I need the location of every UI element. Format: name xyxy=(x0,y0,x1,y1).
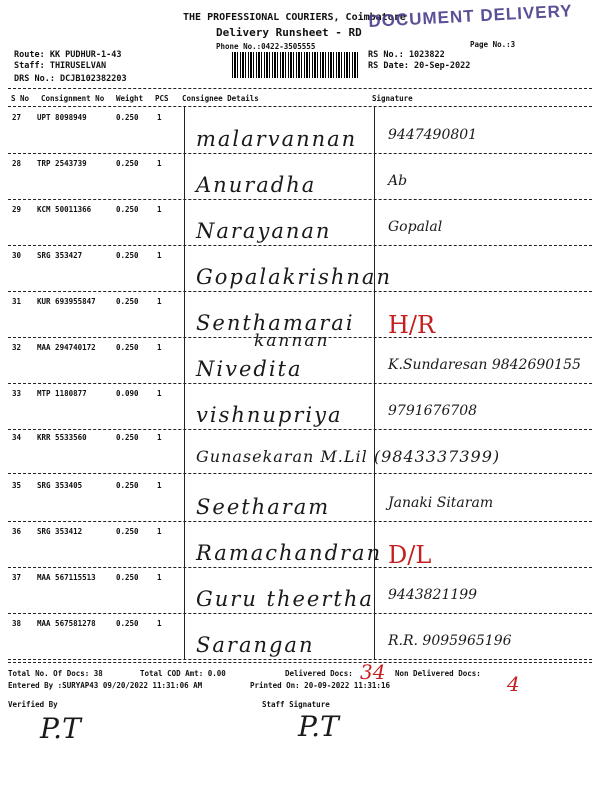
row-sno: 30 xyxy=(12,251,22,260)
row-weight: 0.250 xyxy=(116,619,139,628)
row-weight: 0.250 xyxy=(116,205,139,214)
row-consignment-no: KCM 50011366 xyxy=(37,205,92,214)
row-consignee-name: Senthamarai xyxy=(196,311,355,335)
row-weight: 0.250 xyxy=(116,343,139,352)
col-weight: Weight xyxy=(116,94,144,103)
row-consignee-name: Anuradha xyxy=(196,173,317,197)
row-consignee-name: Gopalakrishnan xyxy=(196,265,392,289)
row-consignment-no: SRG 353405 xyxy=(37,481,83,490)
row-consignee-name: Seetharam xyxy=(196,495,331,519)
row-pcs: 1 xyxy=(157,389,162,398)
delivered-docs-label: Delivered Docs: xyxy=(285,669,353,678)
col-consignment: Consignment No xyxy=(41,94,105,103)
row-divider xyxy=(8,567,592,568)
total-docs: Total No. Of Docs: 38 xyxy=(8,669,103,678)
route-label: Route: KK PUDHUR-1-43 xyxy=(14,50,122,60)
row-signature: K.Sundaresan 9842690155 xyxy=(388,357,581,373)
row-sno: 33 xyxy=(12,389,22,398)
row-sno: 27 xyxy=(12,113,22,122)
row-divider xyxy=(8,473,592,474)
row-divider xyxy=(8,429,592,430)
row-consignee-name: malarvannan xyxy=(196,127,358,151)
row-consignment-no: MAA 567581278 xyxy=(37,619,96,628)
row-signature: 9791676708 xyxy=(388,403,478,419)
row-consignee-name: Nivedita xyxy=(196,357,303,381)
row-pcs: 1 xyxy=(157,205,162,214)
row-consignee-name: Sarangan xyxy=(196,633,315,657)
row-sno: 29 xyxy=(12,205,22,214)
row-sno: 34 xyxy=(12,433,22,442)
row-pcs: 1 xyxy=(157,619,162,628)
row-divider xyxy=(8,245,592,246)
row-pcs: 1 xyxy=(157,297,162,306)
staff-signature: P.T xyxy=(298,710,339,743)
printed-on: Printed On: 20-09-2022 11:31:16 xyxy=(250,681,390,690)
row-signature: 9443821199 xyxy=(388,587,478,603)
row-consignment-no: SRG 353412 xyxy=(37,527,83,536)
verified-by-label: Verified By xyxy=(8,700,58,709)
row-signature: 9447490801 xyxy=(388,127,478,143)
row-weight: 0.250 xyxy=(116,433,139,442)
row-weight: 0.250 xyxy=(116,573,139,582)
row-divider xyxy=(8,613,592,614)
row-consignment-no: MTP 1180877 xyxy=(37,389,87,398)
row-sno: 37 xyxy=(12,573,22,582)
row-divider xyxy=(8,337,592,338)
barcode-icon xyxy=(232,52,360,78)
row-weight: 0.090 xyxy=(116,389,139,398)
row-weight: 0.250 xyxy=(116,251,139,260)
page-number: Page No.:3 xyxy=(470,40,516,49)
delivered-docs-handwritten: 34 xyxy=(360,660,386,684)
row-consignment-no: TRP 2543739 xyxy=(37,159,87,168)
row-divider xyxy=(8,199,592,200)
row-signature: D/L xyxy=(388,541,432,569)
row-weight: 0.250 xyxy=(116,113,139,122)
staff-signature-label: Staff Signature xyxy=(262,700,330,709)
row-signature: Gopalal xyxy=(388,219,443,235)
row-consignment-no: MAA 294740172 xyxy=(37,343,96,352)
row-consignment-no: UPT 8098949 xyxy=(37,113,87,122)
row-consignee-name: Gunasekaran M.Lil (9843337399) xyxy=(196,447,501,466)
row-pcs: 1 xyxy=(157,527,162,536)
row-pcs: 1 xyxy=(157,251,162,260)
row-weight: 0.250 xyxy=(116,481,139,490)
row-weight: 0.250 xyxy=(116,297,139,306)
row-consignment-no: MAA 567115513 xyxy=(37,573,96,582)
row-sno: 28 xyxy=(12,159,22,168)
row-divider xyxy=(8,383,592,384)
row-pcs: 1 xyxy=(157,481,162,490)
col-sno: S No xyxy=(11,94,30,103)
row-pcs: 1 xyxy=(157,573,162,582)
staff-label: Staff: THIRUSELVAN xyxy=(14,61,107,71)
col-consignee: Consignee Details xyxy=(182,94,259,103)
row-consignee-name: Ramachandran xyxy=(196,541,383,565)
verified-signature: P.T xyxy=(40,712,81,745)
row-sno: 38 xyxy=(12,619,22,628)
phone-number: Phone No.:0422-3505555 xyxy=(216,42,316,51)
company-title: THE PROFESSIONAL COURIERS, Coimbatore xyxy=(183,12,406,23)
row-consignee-name: Narayanan xyxy=(196,219,332,243)
row-signature: Ab xyxy=(388,173,408,189)
row-pcs: 1 xyxy=(157,343,162,352)
row-divider xyxy=(8,521,592,522)
entered-by: Entered By :SURYAP43 09/20/2022 11:31:06 AM xyxy=(8,681,203,690)
row-divider xyxy=(8,659,592,660)
total-cod: Total COD Amt: 0.00 xyxy=(140,669,226,678)
row-sno: 35 xyxy=(12,481,22,490)
row-sno: 36 xyxy=(12,527,22,536)
row-signature: H/R xyxy=(388,311,436,339)
drs-number: DRS No.: DCJB102382203 xyxy=(14,74,127,84)
row-pcs: 1 xyxy=(157,113,162,122)
row-consignee-name: vishnupriya xyxy=(196,403,343,427)
runsheet-title: Delivery Runsheet - RD xyxy=(216,26,362,39)
col-signature: Signature xyxy=(372,94,413,103)
row-consignment-no: SRG 353427 xyxy=(37,251,83,260)
row-pcs: 1 xyxy=(157,433,162,442)
non-delivered-label: Non Delivered Docs: xyxy=(395,669,481,678)
row-weight: 0.250 xyxy=(116,159,139,168)
row-pcs: 1 xyxy=(157,159,162,168)
colhead-divider xyxy=(8,106,592,107)
row-consignment-no: KRR 5533560 xyxy=(37,433,87,442)
col-pcs: PCS xyxy=(155,94,169,103)
row-consignee-name: Guru theertha xyxy=(196,587,374,611)
row-signature: R.R. 9095965196 xyxy=(388,633,512,649)
row-signature: Janaki Sitaram xyxy=(388,495,494,511)
row-consignee-name-2: kannan xyxy=(254,331,330,351)
document-delivery-stamp: DOCUMENT DELIVERY xyxy=(368,1,574,31)
row-divider xyxy=(8,291,592,292)
non-delivered-handwritten: 4 xyxy=(507,672,520,696)
row-sno: 32 xyxy=(12,343,22,352)
rs-number: RS No.: 1023822 xyxy=(368,50,445,60)
footer-divider xyxy=(8,662,592,663)
row-consignment-no: KUR 693955847 xyxy=(37,297,96,306)
row-sno: 31 xyxy=(12,297,22,306)
row-weight: 0.250 xyxy=(116,527,139,536)
row-divider xyxy=(8,153,592,154)
header-divider xyxy=(8,88,592,89)
rs-date: RS Date: 20-Sep-2022 xyxy=(368,61,471,71)
